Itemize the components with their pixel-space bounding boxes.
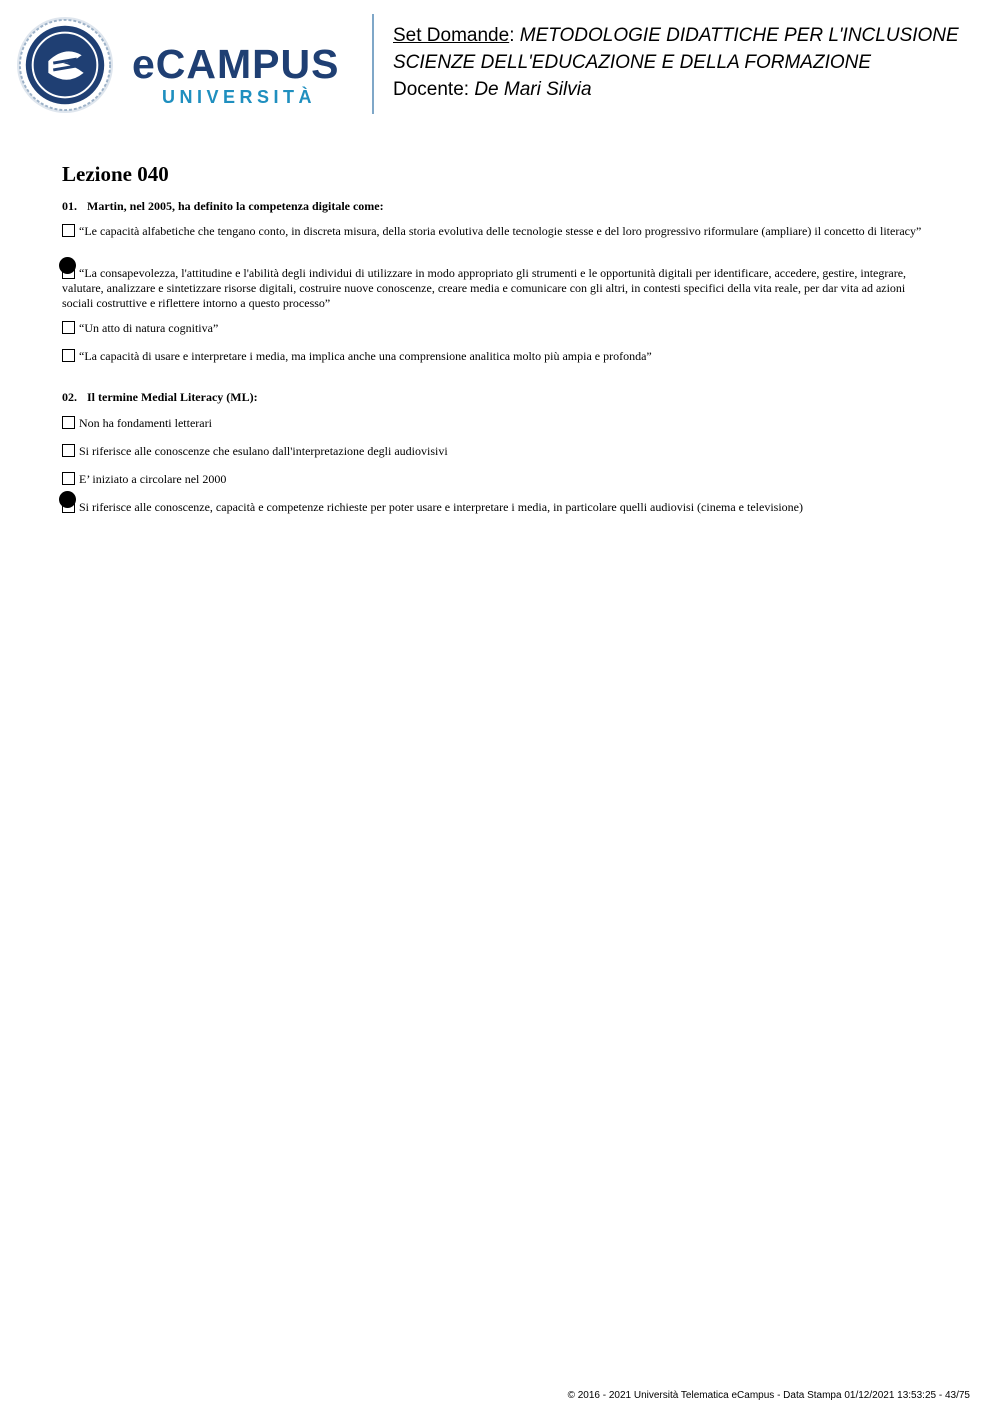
- answer-text: “Le capacità alfabetiche che tengano conto, in discreta misura, della storia evolutiva delle tecnologie stesse e del loro progressivo riformulare (ampliare) il concetto di literacy”: [79, 224, 922, 238]
- answer-checkbox[interactable]: [62, 444, 75, 457]
- question-02: [62, 390, 258, 405]
- answer-checkbox-checked[interactable]: [62, 500, 75, 513]
- set-label: Set Domande: [393, 25, 510, 46]
- brand-main: eCAMPUS: [132, 41, 340, 87]
- answer-checkbox-checked[interactable]: [62, 266, 75, 279]
- question-number: 02.: [62, 390, 77, 404]
- answer-option: [62, 321, 932, 336]
- answer-checkbox[interactable]: [62, 321, 75, 334]
- question-text: Martin, nel 2005, ha definito la competenza digitale come:: [87, 199, 384, 213]
- question-number: 01.: [62, 199, 77, 213]
- answer-text: Si riferisce alle conoscenze che esulano dall'interpretazione degli audiovisivi: [79, 444, 448, 458]
- answer-checkbox[interactable]: [62, 349, 75, 362]
- course-title-1: METODOLOGIE DIDATTICHE PER L'INCLUSIONE: [519, 25, 959, 46]
- page-header: [0, 0, 1000, 130]
- answer-option: [62, 416, 932, 431]
- answer-text: Si riferisce alle conoscenze, capacità e competenze richieste per poter usare e interpretare i media, in particolare quelli audiovisi (cinema e televisione): [79, 500, 803, 514]
- answer-checkbox[interactable]: [62, 416, 75, 429]
- lesson-title: Lezione 040: [62, 162, 169, 186]
- answer-option: [62, 349, 932, 364]
- answer-option: [62, 266, 932, 311]
- question-01: [62, 199, 384, 214]
- answer-text: “La consapevolezza, l'attitudine e l'abilità degli individui di utilizzare in modo appropriato gli strumenti e le opportunità digitali per identificare, accedere, gestire, integrare, valutare, analizzare e sintetizzare risorse digitali, costruire nuove conoscenze, creare media e comunicare con gli altri, in contesti specifici della vita reale, per dar vita ad azioni sociali costruttive e riflettere intorno a questo processo”: [62, 266, 907, 310]
- answer-checkbox[interactable]: [62, 472, 75, 485]
- answer-text: “La capacità di usare e interpretare i media, ma implica anche una comprensione analitica molto più ampia e profonda”: [79, 349, 652, 363]
- teacher-label: Docente:: [393, 79, 470, 100]
- ecampus-wordmark: [132, 40, 357, 115]
- page-footer: © 2016 - 2021 Università Telematica eCampus - Data Stampa 01/12/2021 13:53:25 - 43/75: [567, 1390, 970, 1401]
- answer-text: “Un atto di natura cognitiva”: [79, 321, 219, 335]
- answer-checkbox[interactable]: [62, 224, 75, 237]
- answer-option: [62, 444, 932, 459]
- answer-text: E’ iniziato a circolare nel 2000: [79, 472, 227, 486]
- answer-text: Non ha fondamenti letterari: [79, 416, 212, 430]
- answer-option: [62, 472, 932, 487]
- course-title-2: SCIENZE DELL'EDUCAZIONE E DELLA FORMAZIONE: [393, 52, 872, 73]
- course-line-3: [393, 76, 993, 103]
- course-line-2: [393, 49, 993, 76]
- answer-option: [62, 224, 932, 239]
- answer-option: [62, 500, 932, 515]
- teacher-name: De Mari Silvia: [474, 79, 592, 100]
- course-line-1: [393, 22, 993, 49]
- brand-sub: UNIVERSITÀ: [162, 87, 317, 107]
- course-info: [393, 22, 993, 103]
- header-divider: [372, 14, 374, 114]
- set-separator: :: [509, 25, 515, 46]
- question-text: Il termine Medial Literacy (ML):: [87, 390, 258, 404]
- university-seal-logo: [16, 16, 114, 114]
